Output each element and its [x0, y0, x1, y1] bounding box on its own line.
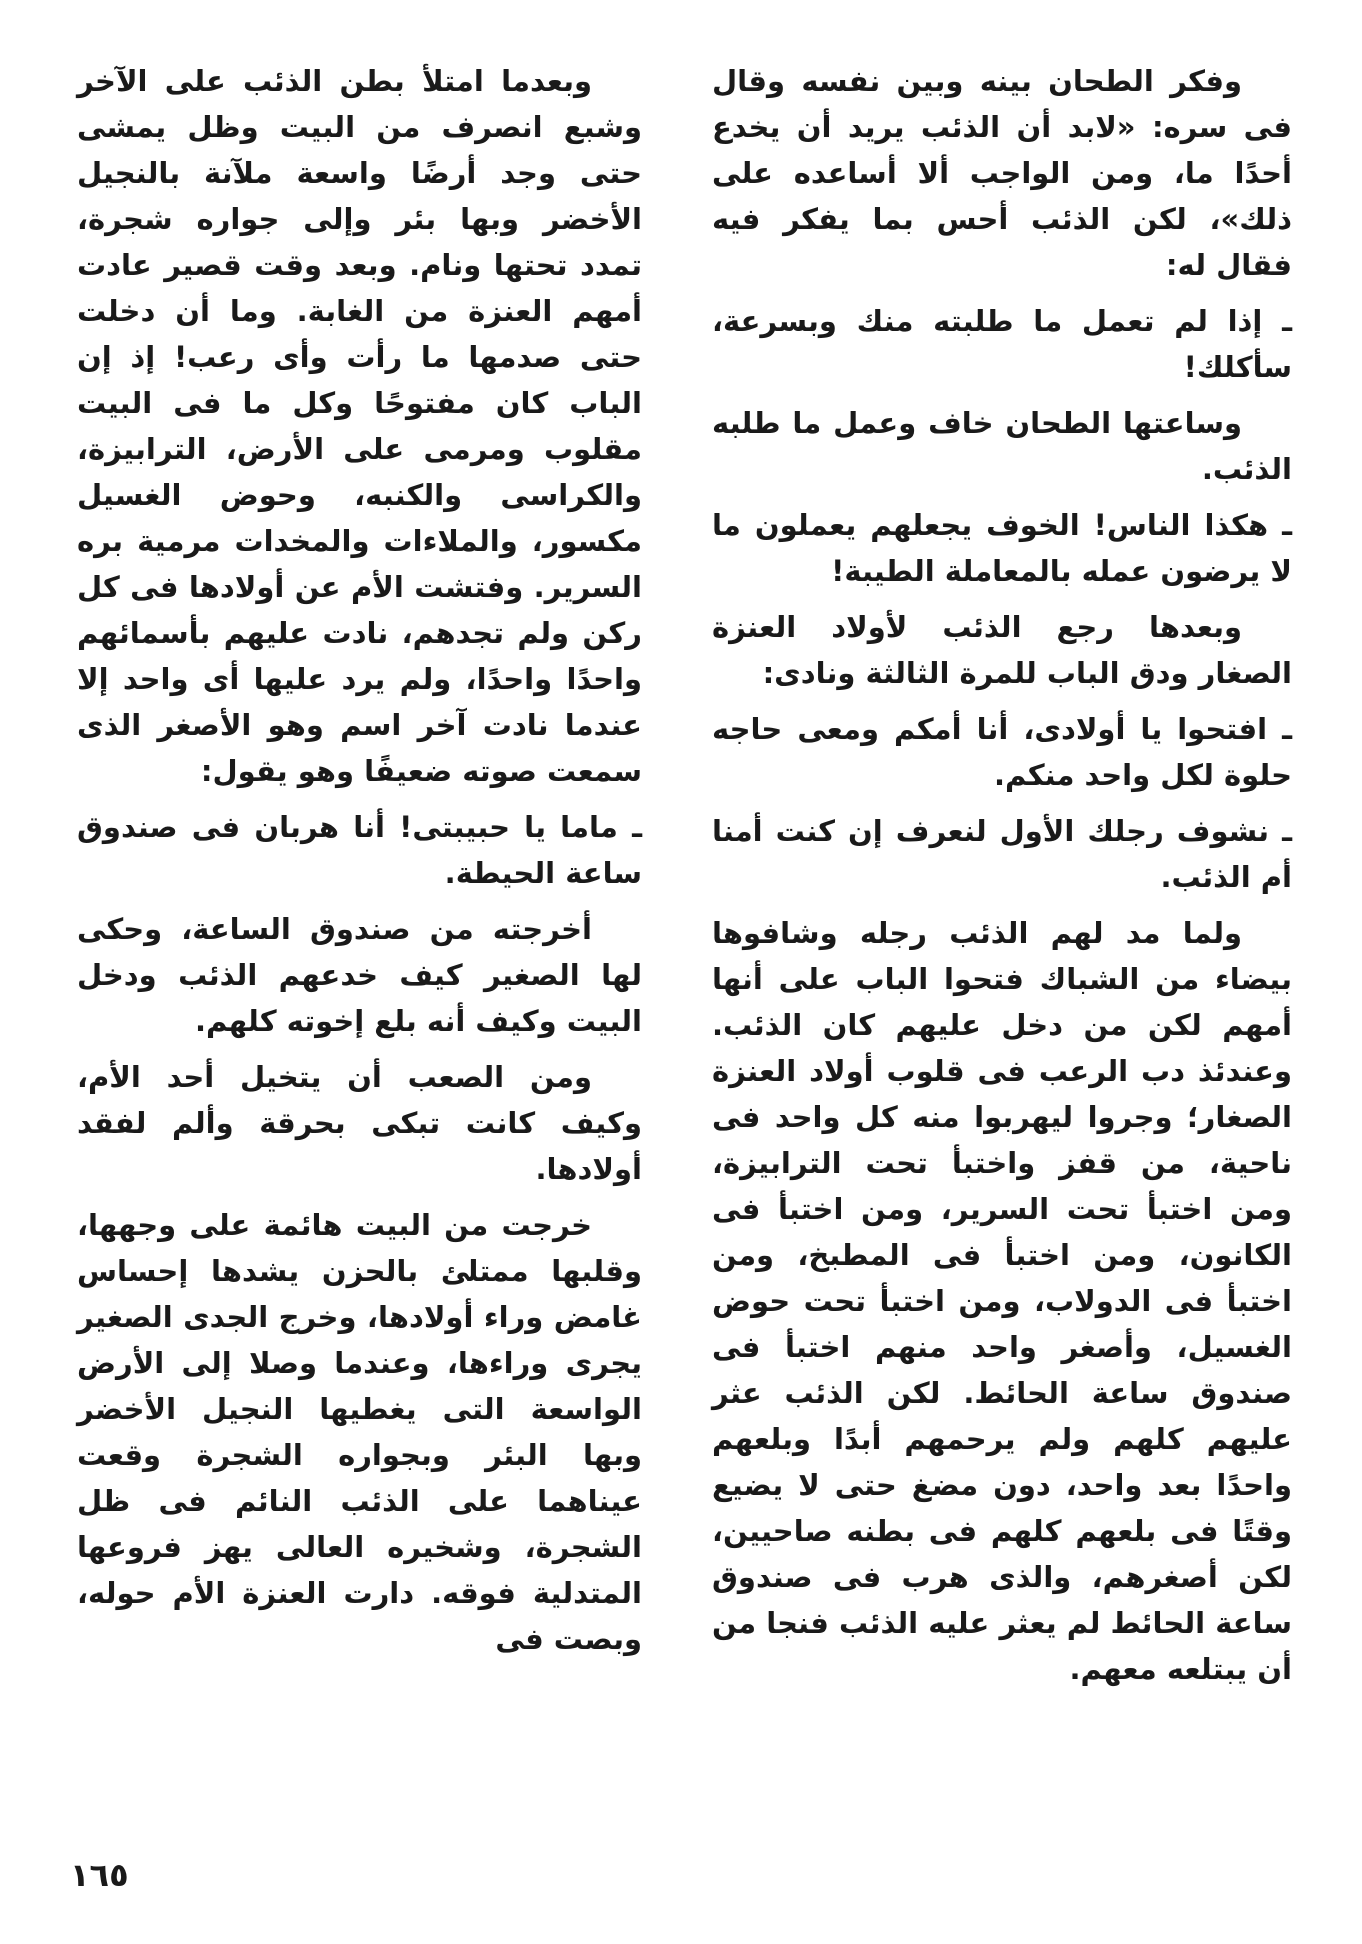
left-text-column: [77, 58, 642, 1672]
right-text-column: [712, 58, 1292, 1702]
dialog-paragraph: ـ هكذا الناس! الخوف يجعلهم يعملون ما لا يرضون عمله بالمعاملة الطيبة!: [712, 508, 1292, 588]
paragraph: ومن الصعب أن يتخيل أحد الأم، وكيف كانت تبكى بحرقة وألم لفقد أولادها.: [77, 1060, 642, 1186]
paragraph: وساعتها الطحان خاف وعمل ما طلبه الذئب.: [712, 406, 1292, 486]
paragraph: خرجت من البيت هائمة على وجهها، وقلبها ممتلئ بالحزن يشدها إحساس غامض وراء أولادها، وخرج الجدى الصغير يجرى وراءها، وعندما وصلا إلى الأرض الواسعة التى يغطيها النجيل الأخضر وبها البئر وبجواره الشجرة وقعت عيناهما على الذئب النائم فى ظل الشجرة، وشخيره العالى يهز فروعها المتدلية فوقه. دارت العنزة الأم حوله، وبصت فى: [77, 1208, 642, 1656]
paragraph: أخرجته من صندوق الساعة، وحكى لها الصغير كيف خدعهم الذئب ودخل البيت وكيف أنه بلع إخوته كلهم.: [77, 912, 642, 1038]
paragraph: وفكر الطحان بينه وبين نفسه وقال فى سره: «لابد أن الذئب يريد أن يخدع أحدًا ما، ومن الواجب ألا أساعده على ذلك»، لكن الذئب أحس بما يفكر فيه فقال له:: [712, 64, 1292, 282]
paragraph: وبعدما امتلأ بطن الذئب على الآخر وشبع انصرف من البيت وظل يمشى حتى وجد أرضًا واسعة ملآنة بالنجيل الأخضر وبها بئر وإلى جواره شجرة، تمدد تحتها ونام. وبعد وقت قصير عادت أمهم العنزة من الغابة. وما أن دخلت حتى صدمها ما رأت وأى رعب! إذ إن الباب كان مفتوحًا وكل ما فى البيت مقلوب ومرمى على الأرض، الترابيزة، والكراسى والكنبه، وحوض الغسيل مكسور، والملاءات والمخدات مرمية بره السرير. وفتشت الأم عن أولادها فى كل ركن ولم تجدهم، نادت عليهم بأسمائهم واحدًا واحدًا، ولم يرد عليها أى واحد إلا عندما نادت آخر اسم وهو الأصغر الذى سمعت صوته ضعيفًا وهو يقول:: [77, 64, 642, 788]
paragraph: وبعدها رجع الذئب لأولاد العنزة الصغار ودق الباب للمرة الثالثة ونادى:: [712, 610, 1292, 690]
dialog-paragraph: ـ ماما يا حبيبتى! أنا هربان فى صندوق ساعة الحيطة.: [77, 810, 642, 890]
paragraph: ولما مد لهم الذئب رجله وشافوها بيضاء من الشباك فتحوا الباب على أنها أمهم لكن من دخل عليهم كان الذئب. وعندئذ دب الرعب فى قلوب أولاد العنزة الصغار؛ وجروا ليهربوا منه كل واحد فى ناحية، من قفز واختبأ تحت الترابيزة، ومن اختبأ تحت السرير، ومن اختبأ فى الكانون، ومن اختبأ فى المطبخ، ومن اختبأ فى الدولاب، ومن اختبأ تحت حوض الغسيل، وأصغر واحد منهم اختبأ فى صندوق ساعة الحائط. لكن الذئب عثر عليهم كلهم ولم يرحمهم أبدًا وبلعهم واحدًا بعد واحد، دون مضغ حتى لا يضيع وقتًا فى بلعهم كلهم فى بطنه صاحيين، لكن أصغرهم، والذى هرب فى صندوق ساعة الحائط لم يعثر عليه الذئب فنجا من أن يبتلعه معهم.: [712, 916, 1292, 1686]
page-number: ١٦٥: [70, 1856, 129, 1894]
dialog-paragraph: ـ افتحوا يا أولادى، أنا أمكم ومعى حاجه حلوة لكل واحد منكم.: [712, 712, 1292, 792]
dialog-paragraph: ـ نشوف رجلك الأول لنعرف إن كنت أمنا أم الذئب.: [712, 814, 1292, 894]
dialog-paragraph: ـ إذا لم تعمل ما طلبته منك وبسرعة، سأكلك!: [712, 304, 1292, 384]
